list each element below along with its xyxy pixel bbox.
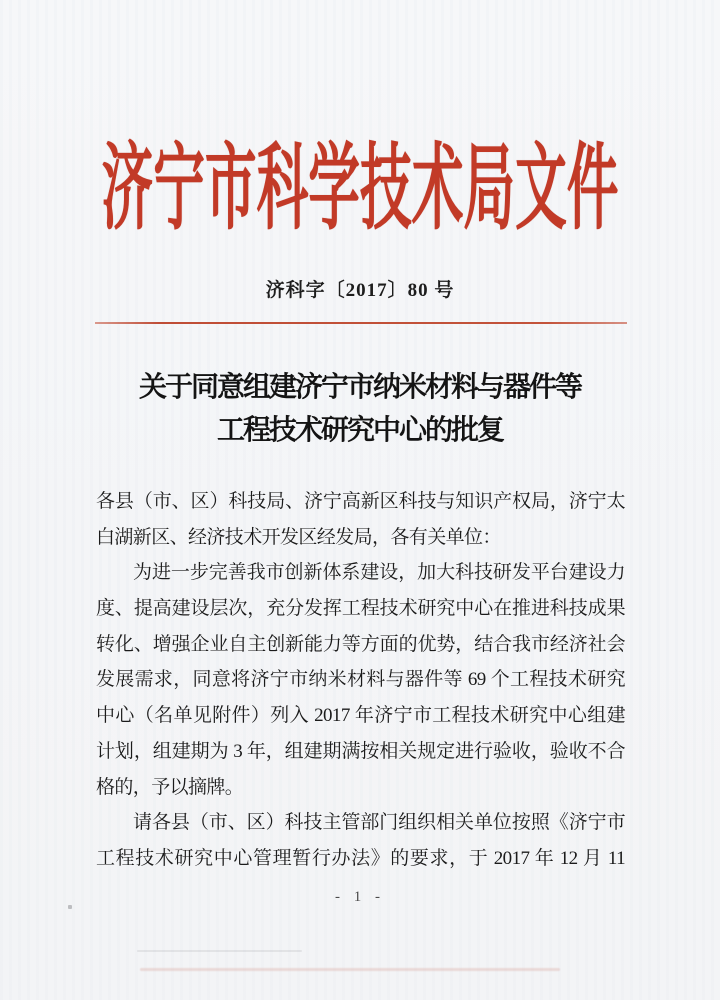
body-line: 计划，组建期为 3 年，组建期满按相关规定进行验收，验收不合	[96, 740, 625, 762]
document-title-line1: 关于同意组建济宁市纳米材料与器件等	[138, 372, 581, 403]
body-line: 度、提高建设层次，充分发挥工程技术研究中心在推进科技成果	[96, 598, 625, 620]
red-divider-line	[95, 322, 627, 324]
body-line: 发展需求，同意将济宁市纳米材料与器件等 69 个工程技术研究	[96, 669, 625, 691]
scan-artifact-smudge	[137, 950, 302, 952]
document-body	[96, 484, 625, 877]
document-title-line2: 工程技术研究中心的批复	[216, 415, 503, 446]
scan-artifact-smudge	[140, 968, 560, 971]
body-line: 白湖新区、经济技术开发区经发局，各有关单位：	[96, 526, 501, 548]
body-line: 各县（市、区）科技局、济宁高新区科技与知识产权局，济宁太	[96, 491, 625, 512]
page-number: - 1 -	[335, 889, 385, 905]
body-line: 转化、增强企业自主创新能力等方面的优势，结合我市经济社会	[96, 633, 625, 655]
body-line: 请各县（市、区）科技主管部门组织相关单位按照《济宁市	[133, 812, 625, 834]
document-number: 济科字〔2017〕80 号	[265, 280, 455, 301]
body-line: 为进一步完善我市创新体系建设，加大科技研发平台建设力	[133, 562, 625, 584]
document-header-title: 济宁市科学技术局文件	[101, 137, 619, 241]
body-line: 工程技术研究中心管理暂行办法》的要求，于 2017 年 12 月 11	[96, 847, 625, 869]
document-title	[0, 366, 720, 452]
body-line: 格的，予以摘牌。	[96, 776, 244, 798]
body-line: 中心（名单见附件）列入 2017 年济宁市工程技术研究中心组建	[96, 705, 625, 727]
